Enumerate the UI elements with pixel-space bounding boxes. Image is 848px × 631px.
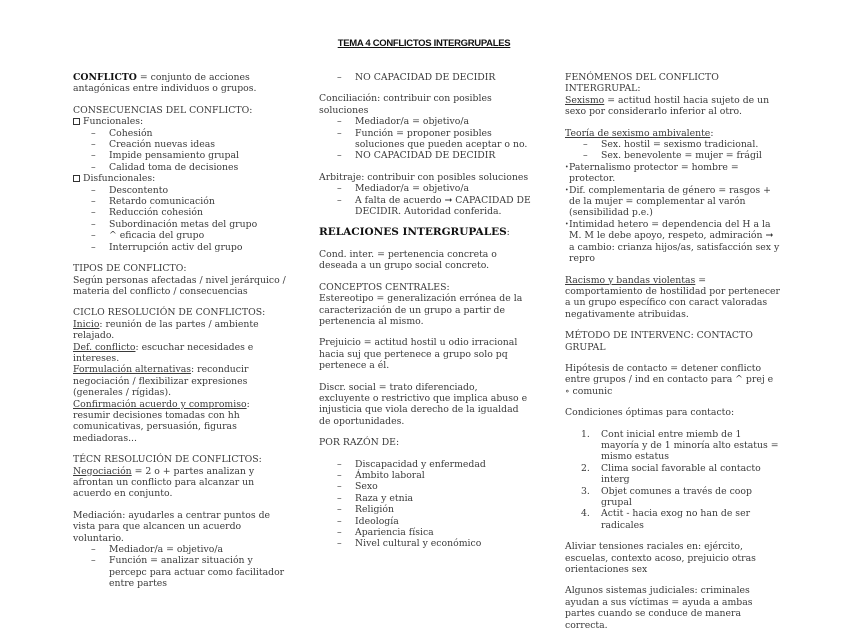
list-item: – Función = analizar situación y percepc para actuar como facilitador entre partes	[73, 555, 288, 589]
list-item: – Discapacidad y enfermedad	[319, 459, 531, 470]
discr-text: Discr. social = trato diferenciado, excluyente o restrictivo que implica abuso e injusticia que viola derecho de la igualdad de oportunidades.	[319, 381, 528, 427]
list-item: – Impide pensamiento grupal	[73, 150, 288, 161]
sexismo-text: Sexismo = actitud hostil hacia sujeto de un sexo por considerarlo inferior al otro.	[565, 94, 770, 118]
conceptos-heading: CONCEPTOS CENTRALES:	[319, 281, 450, 293]
teoria-heading: Teoría de sexismo ambivalente:	[565, 127, 714, 139]
arbitraje-text: Arbitraje: contribuir con posibles soluciones	[319, 171, 529, 183]
bullet-item: • Dif. complementaria de género = rasgos + de la mujer = complementar al varón (sensibilidad p.e.)	[565, 185, 780, 219]
disfuncionales-label: Disfuncionales:	[73, 173, 288, 184]
racismo-text: Racismo y bandas violentas = comportamiento de hostilidad por pertenecer a un grupo específico con caract valoradas negativamente atribuidas.	[565, 274, 781, 320]
aliviar-text: Aliviar tensiones raciales en: ejército, escuelas, contexto acoso, prejuicio otras orientaciones sex	[565, 541, 756, 576]
list-item: – Creación nuevas ideas	[73, 139, 288, 150]
list-item: – Apariencia física	[319, 527, 531, 538]
ciclo-step: Inicio: reunión de las partes / ambiente relajado.	[73, 318, 259, 342]
column-2	[319, 72, 531, 550]
ciclo-step: Formulación alternativas: reconducir negociación / flexibilizar expresiones (generales / rígidas).	[73, 364, 249, 399]
list-item: – Retardo comunicación	[73, 196, 288, 207]
tecn-heading: TÉCN RESOLUCIÓN DE CONFLICTOS:	[73, 454, 262, 466]
tipos-heading: TIPOS DE CONFLICTO:	[73, 263, 187, 275]
mediacion-text: Mediación: ayudarles a centrar puntos de vista para que alcancen un acuerdo voluntario.	[73, 509, 271, 544]
funcionales-label: Funcionales:	[73, 116, 288, 127]
list-item: – NO CAPACIDAD DE DECIDIR	[319, 72, 531, 83]
list-item: – Función = proponer posibles soluciones que pueden aceptar o no.	[319, 128, 531, 151]
list-item: – Ideología	[319, 516, 531, 527]
ciclo-step: Def. conflicto: escuchar necesidades e intereses.	[73, 341, 254, 364]
list-item: – Mediador/a = objetivo/a	[319, 183, 531, 194]
numbered-item: 4. Actit - hacia exog no han de ser radicales	[581, 508, 751, 531]
fenomenos-heading: FENÓMENOS DEL CONFLICTO INTERGRUPAL:	[565, 72, 719, 95]
column-1	[73, 72, 288, 590]
list-item: – Reducción cohesión	[73, 207, 288, 218]
negociacion-text: Negociación = 2 o + partes analizan y afrontan un conflicto para alcanzar un acuerdo en conjunto.	[73, 465, 255, 500]
list-item: – Mediador/a = objetivo/a	[319, 116, 531, 127]
estereotipo-text: Estereotipo = generalización errónea de la caracterización de un grupo a partir de pertenencia al mismo.	[319, 293, 523, 327]
cond-text: Cond. inter. = pertenencia concreta o deseada a un grupo social concreto.	[319, 248, 497, 272]
tipos-text: Según personas afectadas / nivel jerárquico / materia del conflicto / consecuencias	[73, 274, 286, 297]
bullet-item: • Paternalismo protector = hombre = protector.	[565, 162, 780, 185]
hipotesis-text: Hipótesis de contacto = detener conflicto entre grupos / ind en contacto para ^ prej e ∘ comunic	[565, 362, 774, 397]
list-item: – Sex. benevolente = mujer = frágil	[565, 150, 780, 161]
column-3	[565, 72, 780, 631]
sistemas-text: Algunos sistemas judiciales: criminales ayudan a sus víctimas = ayuda a ambas partes cuando se conduce de manera correcta.	[565, 585, 753, 631]
numbered-item: 1. Cont inicial entre miemb de 1 mayoría y de 1 minoría alto estatus = mismo estatus	[581, 428, 779, 463]
list-item: – Sexo	[319, 481, 531, 492]
ciclo-heading: CICLO RESOLUCIÓN DE CONFLICTOS:	[73, 307, 266, 319]
bullet-item: • Intimidad hetero = dependencia del H a la M. M le debe apoyo, respeto, admiración ➞ a cambio: crianza hijos/as, satisfacción sex y repro	[565, 219, 780, 265]
list-item: – Cohesión	[73, 128, 288, 139]
metodo-heading: MÉTODO DE INTERVENC: CONTACTO GRUPAL	[565, 330, 753, 353]
conciliacion-text: Conciliación: contribuir con posibles soluciones	[319, 93, 492, 116]
conflicto-definition: CONFLICTO = conjunto de acciones antagónicas entre individuos o grupos.	[73, 72, 257, 95]
ciclo-step: Confirmación acuerdo y compromiso: resumir decisiones tomadas con hh comunicativas, persuasión, figuras mediadoras...	[73, 398, 250, 444]
list-item: – NO CAPACIDAD DE DECIDIR	[319, 150, 531, 161]
document-title: TEMA 4 CONFLICTOS INTERGRUPALES	[337, 38, 511, 49]
list-item: – Subordinación metas del grupo	[73, 219, 288, 230]
prejuicio-text: Prejuicio = actitud hostil u odio irracional hacia suj que pertenece a grupo solo pq pertenece a él.	[319, 337, 518, 372]
razon-heading: POR RAZÓN DE:	[319, 437, 400, 449]
condiciones-text: Condiciones óptimas para contacto:	[565, 407, 735, 419]
list-item: – ^ eficacia del grupo	[73, 230, 288, 241]
relaciones-heading: RELACIONES INTERGRUPALES:	[319, 226, 510, 239]
numbered-item: 3. Objet comunes a través de coop grupal	[581, 485, 752, 508]
consecuencias-heading: CONSECUENCIAS DEL CONFLICTO:	[73, 104, 253, 116]
list-item: – Mediador/a = objetivo/a	[73, 544, 288, 555]
list-item: – Descontento	[73, 185, 288, 196]
list-item: – Raza y etnia	[319, 493, 531, 504]
list-item: – Calidad toma de decisiones	[73, 162, 288, 173]
numbered-item: 2. Clima social favorable al contacto interg	[581, 462, 761, 486]
list-item: – Sex. hostil = sexismo tradicional.	[565, 139, 780, 150]
list-item: – Ámbito laboral	[319, 470, 531, 481]
conflicto-term: CONFLICTO	[73, 72, 137, 83]
list-item: – Interrupción activ del grupo	[73, 242, 288, 253]
list-item: – Religión	[319, 504, 531, 515]
list-item: – Nivel cultural y económico	[319, 538, 531, 549]
list-item: – A falta de acuerdo ➞ CAPACIDAD DE DECIDIR. Autoridad conferida.	[319, 195, 531, 218]
